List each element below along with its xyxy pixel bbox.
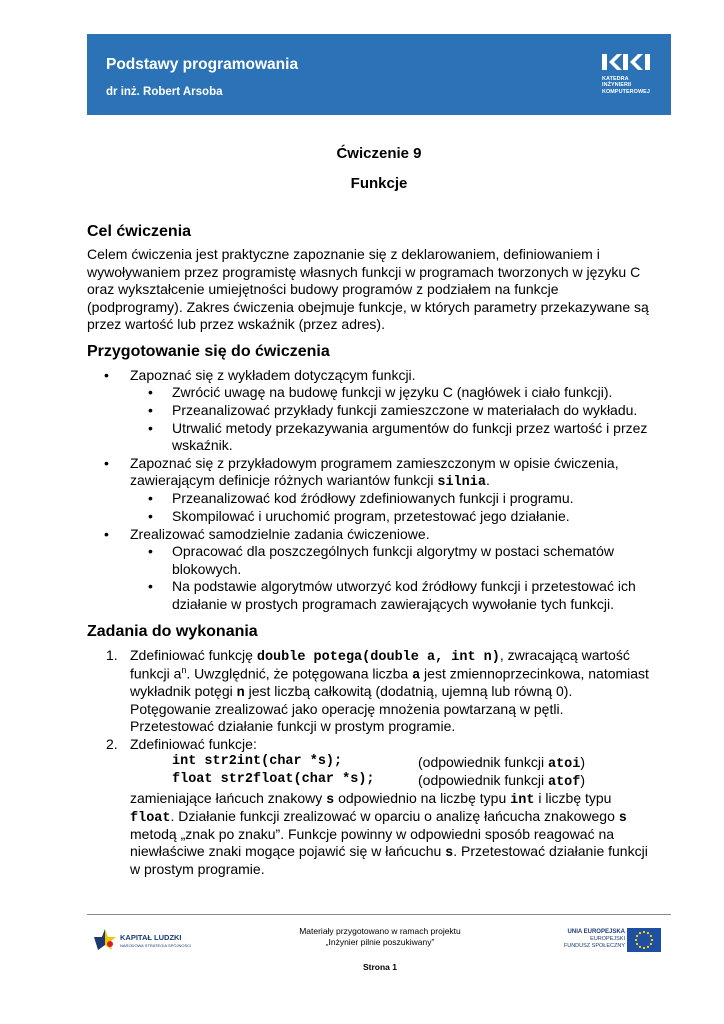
eu-caption: UNIA EUROPEJSKA EUROPEJSKI FUNDUSZ SPOŁECZNY xyxy=(563,929,625,949)
task1-line: Przetestować działanie funkcji w prostym programie. xyxy=(130,718,456,734)
bullet-icon: • xyxy=(104,367,109,383)
code-str2float: float str2float(char *s); xyxy=(172,772,375,787)
task2-line: metodą „znak po znaku”. Funkcje powinny w odpowiedni sposób reagować na xyxy=(130,826,615,842)
code-str2int: int str2int(char *s); xyxy=(172,754,343,769)
task2-line: w prostym programie. xyxy=(130,861,265,877)
code-potega: double potega(double a, int n) xyxy=(256,650,500,665)
prep-subitem: Na podstawie algorytmów utworzyć kod źródłowy funkcji i przetestować ich xyxy=(172,578,636,594)
prep-subitem: Utrwalić metody przekazywania argumentów do funkcji przez wartość i przez xyxy=(172,420,648,436)
tasks-heading: Zadania do wykonania xyxy=(87,623,258,640)
bullet-icon: • xyxy=(148,543,153,559)
task-number: 2. xyxy=(106,736,118,752)
task1-line: funkcji $a^n$. Uwzględnić, że potęgowana liczba a jest zmiennoprzecinkowa, natomiast xyxy=(130,665,649,684)
footer-project-line: Materiały przygotowano w ramach projektu xyxy=(299,926,461,936)
prep-item-cont: zawierającym definicje różnych wariantów funkcji silnia. xyxy=(130,472,490,490)
prep-subitem-cont: działanie w prostych programach zawierających wywołanie tych funkcji. xyxy=(172,596,614,612)
prep-subitem: Przeanalizować przykłady funkcji zamieszczone w materiałach do wykładu. xyxy=(172,402,638,418)
task-number: 1. xyxy=(106,647,118,663)
course-title: Podstawy programowania xyxy=(106,56,299,73)
prep-subitem-cont: blokowych. xyxy=(172,561,242,577)
bullet-icon: • xyxy=(104,526,109,542)
bullet-icon: • xyxy=(148,402,153,418)
task2-line: Zdefiniować funkcje: xyxy=(130,736,257,752)
page-number: Strona 1 xyxy=(362,962,397,972)
task1-line: Potęgowanie zrealizować jako operację mnożenia powtarzaną w pętli. xyxy=(130,701,564,717)
department-logo xyxy=(602,48,660,104)
bullet-icon: • xyxy=(104,455,109,471)
logo-caption: KATEDRA INŻYNIERII KOMPUTEROWEJ xyxy=(602,76,650,95)
prep-subitem: Skompilować i uruchomić program, przetestować jego działanie. xyxy=(172,508,570,524)
prep-heading: Przygotowanie się do ćwiczenia xyxy=(87,343,330,360)
header-banner xyxy=(87,34,671,115)
footer-divider xyxy=(87,914,671,915)
kik-logo-icon xyxy=(602,52,654,72)
prep-item: Zrealizować samodzielnie zadania ćwiczeniowe. xyxy=(130,526,430,542)
prep-item: Zapoznać się z wykładem dotyczącym funkcji. xyxy=(130,367,416,383)
task2-line: niewłaściwe znaki mogące pojawić się w łańcuchu s. Przetestować działanie funkcji xyxy=(130,843,648,861)
prep-item: Zapoznać się z przykładowym programem zamieszczonym w opisie ćwiczenia, xyxy=(130,455,619,471)
eu-logo xyxy=(557,927,667,955)
bullet-icon: • xyxy=(148,384,153,400)
task2-comment: (odpowiednik funkcji atoi) xyxy=(418,754,586,772)
bullet-icon: • xyxy=(148,420,153,436)
prep-subitem: Zwrócić uwagę na budowę funkcji w języku C (nagłówek i ciało funkcji). xyxy=(172,384,613,400)
code-silnia: silnia xyxy=(437,475,486,490)
kapital-ludzki-subtitle: NARODOWA STRATEGIA SPÓJNOŚCI xyxy=(120,943,192,948)
kapital-ludzki-title: KAPITAŁ LUDZKI xyxy=(120,933,182,942)
bullet-icon: • xyxy=(148,490,153,506)
prep-subitem: Opracować dla poszczególnych funkcji algorytmy w postaci schematów xyxy=(172,543,614,559)
prep-subitem: Przeanalizować kod źródłowy zdefiniowanych funkcji i programu. xyxy=(172,490,574,506)
task2-comment: (odpowiednik funkcji atof) xyxy=(418,772,586,790)
task1-line: wykładnik potęgi n jest liczbą całkowitą (dodatnią, ujemną lub równą 0). xyxy=(130,683,573,701)
goal-paragraph: Celem ćwiczenia jest praktyczne zapoznanie się z deklarowaniem, definiowaniem i wywoływaniem przez programistę własnych funkcji w programach tworzonych w języku C oraz wykształcenie umiejętności budowy programów z podziałem na funkcje (podprogramy). Zakres ćwiczenia obejmuje funkcje, w których parametry przekazywane są przez wartość lub przez wskaźnik (przez adres). xyxy=(87,246,649,333)
kapital-ludzki-icon xyxy=(94,928,116,952)
kapital-ludzki-logo xyxy=(94,926,204,954)
bullet-icon: • xyxy=(148,578,153,594)
bullet-icon: • xyxy=(148,508,153,524)
footer-project-name: „Inżynier pilnie poszukiwany” xyxy=(325,937,435,947)
goal-heading: Cel ćwiczenia xyxy=(87,223,192,240)
eu-flag-icon xyxy=(627,928,661,952)
task2-line: zamieniające łańcuch znakowy s odpowiednio na liczbę typu int i liczbę typu xyxy=(130,790,612,808)
task1-line: Zdefiniować funkcję double potega(double a, int n), zwracającą wartość xyxy=(130,647,630,665)
exercise-number: Ćwiczenie 9 xyxy=(336,145,422,162)
exercise-topic: Funkcje xyxy=(350,175,408,192)
task2-line: float. Działanie funkcji zrealizować w oparciu o analizę łańcucha znakowego s xyxy=(130,808,627,826)
author-name: dr inż. Robert Arsoba xyxy=(106,86,223,98)
prep-subitem-cont: wskaźnik. xyxy=(172,437,233,453)
